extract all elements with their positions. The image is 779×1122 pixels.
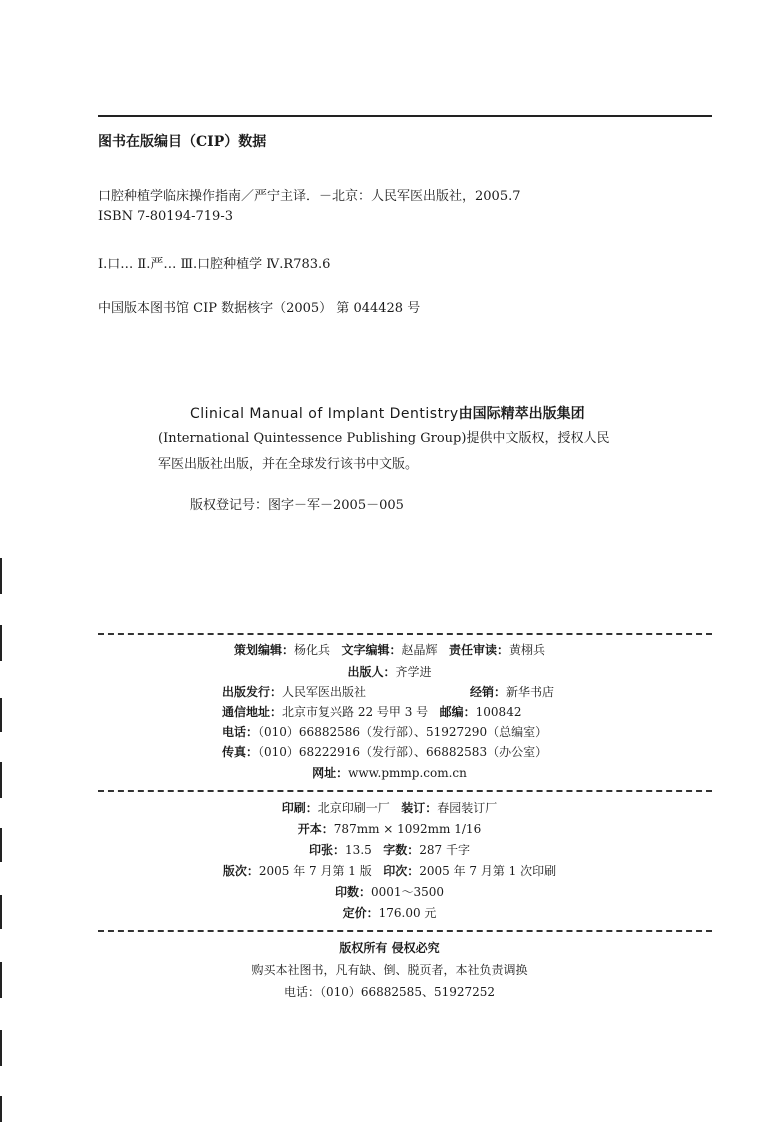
issuer-line — [222, 684, 366, 700]
copies-value: 0001～3500 — [370, 885, 445, 899]
planning-editor-value: 杨化兵 — [294, 643, 331, 657]
rights-reserved: 版权所有 侵权必究 — [339, 941, 440, 955]
printer-line — [0, 800, 779, 816]
copyright-registration: 版权登记号：图字－军－2005－005 — [190, 498, 404, 513]
margin-tick — [0, 1030, 2, 1066]
text-editor-value: 赵晶辉 — [401, 643, 438, 657]
copies-label: 印数： — [334, 885, 371, 899]
printer-value: 北京印刷一厂 — [317, 801, 390, 815]
fax-line — [222, 744, 547, 760]
distributor-value: 新华书店 — [506, 685, 555, 699]
edition-value: 2005 年 7 月第 1 版 — [258, 864, 372, 878]
phone-label: 电话： — [222, 725, 259, 739]
cip-heading: 图书在版编目（CIP）数据 — [98, 134, 267, 150]
postcode-value: 100842 — [475, 705, 522, 719]
website-line — [0, 765, 779, 781]
phone-value: （010）66882586（发行部）、51927290（总编室） — [258, 725, 548, 739]
format-value: 787mm × 1092mm 1/16 — [333, 822, 482, 836]
copyright-line-2 — [158, 430, 609, 448]
rights-phone: 电话：（010）66882585、51927252 — [283, 985, 496, 999]
divider-rule — [98, 633, 712, 635]
binder-value: 春园装订厂 — [437, 801, 498, 815]
printer-label: 印刷： — [281, 801, 318, 815]
price-value: 176.00 元 — [378, 906, 437, 920]
issuer-value: 人民军医出版社 — [282, 685, 367, 699]
edition-line — [0, 863, 779, 879]
fax-value: （010）68222916（发行部）、66882583（办公室） — [258, 745, 548, 759]
words-value: 287 千字 — [419, 843, 470, 857]
binder-label: 装订： — [401, 801, 438, 815]
cip-classification: Ⅰ.口… Ⅱ.严… Ⅲ.口腔种植学 Ⅳ.R783.6 — [98, 257, 331, 272]
address-value: 北京市复兴路 22 号甲 3 号 — [282, 705, 429, 719]
reviewer-value: 黄栩兵 — [508, 643, 545, 657]
website-label: 网址： — [312, 766, 349, 780]
sheets-label: 印张： — [309, 843, 346, 857]
issuer-label: 出版发行： — [222, 685, 283, 699]
sheets-words-line — [0, 842, 779, 858]
copyright-line-3: 军医出版社出版，并在全球发行该书中文版。 — [158, 457, 419, 472]
impression-value: 2005 年 7 月第 1 次印刷 — [419, 864, 557, 878]
website-value: www.pmmp.com.cn — [348, 766, 467, 780]
format-line — [0, 821, 779, 837]
copyright-line-2-en: (International Quintessence Publishing Group) — [158, 431, 467, 446]
cip-title-line: 口腔种植学临床操作指南／严宁主译．－北京：人民军医出版社，2005.7 — [98, 189, 521, 204]
publisher-value: 齐学进 — [395, 665, 432, 679]
distributor-line — [470, 684, 554, 700]
publisher-line — [0, 664, 779, 680]
margin-tick — [0, 698, 2, 732]
impression-label: 印次： — [383, 864, 420, 878]
rights-notice: 购买本社图书，凡有缺、倒、脱页者，本社负责调换 — [251, 963, 528, 977]
planning-editor-label: 策划编辑： — [234, 643, 295, 657]
phone-line — [222, 724, 547, 740]
divider-rule — [98, 930, 712, 932]
divider-rule — [98, 790, 712, 792]
publisher-label: 出版人： — [347, 665, 396, 679]
distributor-label: 经销： — [470, 685, 507, 699]
margin-tick — [0, 1096, 2, 1122]
copyright-line-1-cn: 由国际精萃出版集团 — [458, 406, 585, 422]
format-label: 开本： — [297, 822, 334, 836]
reviewer-label: 责任审读： — [448, 643, 509, 657]
margin-tick — [0, 558, 2, 594]
price-line — [0, 905, 779, 921]
copyright-line-1 — [190, 404, 585, 424]
cip-isbn: ISBN 7-80194-719-3 — [98, 209, 233, 224]
credits-editors-line — [0, 642, 779, 658]
copies-line — [0, 884, 779, 900]
postcode-label: 邮编： — [439, 705, 476, 719]
address-label: 通信地址： — [222, 705, 283, 719]
fax-label: 传真： — [222, 745, 259, 759]
copyright-line-1-en: Clinical Manual of Implant Dentistry — [190, 406, 459, 422]
address-line — [222, 704, 521, 720]
sheets-value: 13.5 — [345, 843, 372, 857]
price-label: 定价： — [342, 906, 379, 920]
words-label: 字数： — [383, 843, 420, 857]
edition-label: 版次： — [222, 864, 259, 878]
cip-check-number: 中国版本图书馆 CIP 数据核字（2005） 第 044428 号 — [98, 301, 421, 316]
top-rule — [98, 115, 712, 117]
text-editor-label: 文字编辑： — [341, 643, 402, 657]
copyright-line-2-cn: 提供中文版权，授权人民 — [466, 431, 610, 446]
